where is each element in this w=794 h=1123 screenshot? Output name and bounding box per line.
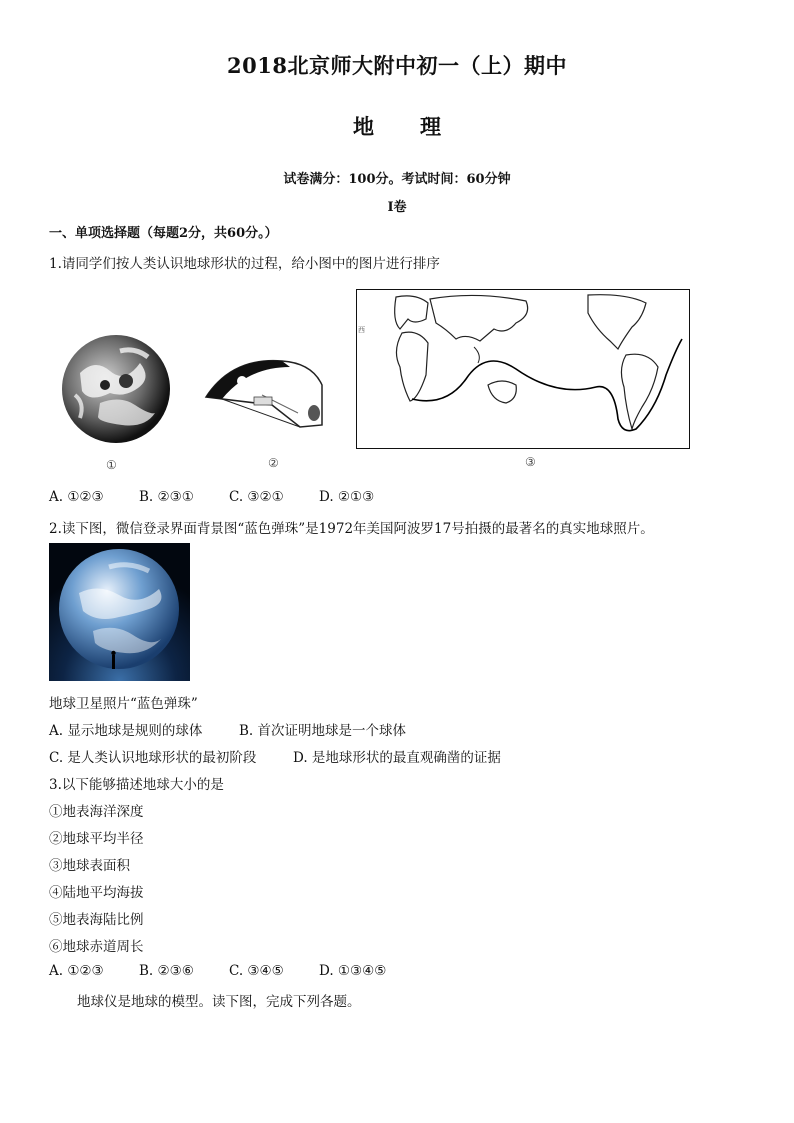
figure-blue-marble xyxy=(49,543,190,681)
q3-option-b[interactable]: B. ②③⑥ xyxy=(139,963,194,979)
figure-world-map xyxy=(356,289,690,449)
q2-options-row2 xyxy=(49,746,501,766)
q2-stem: 2.读下图，微信登录界面背景图“蓝色弹珠”是1972年美国阿波罗17号拍摄的最著名的真实地球照片。 xyxy=(49,521,654,537)
svg-text:★: ★ xyxy=(268,368,274,375)
volume-label: I卷 xyxy=(387,200,407,215)
exam-info: 试卷满分：100分。考试时间：60分钟 xyxy=(283,172,511,187)
figure-label-3: ③ xyxy=(525,455,536,469)
q2-options-row1 xyxy=(49,719,406,739)
q3-option-a[interactable]: A. ①②③ xyxy=(49,963,104,979)
q2-option-b[interactable]: B. 首次证明地球是一个球体 xyxy=(239,723,407,739)
q1-stem: 1.请同学们按人类认识地球形状的过程，给小图中的图片进行排序 xyxy=(49,256,440,272)
page-title: 2018北京师大附中初一（上）期中 xyxy=(227,53,567,78)
q3-item-3: ③地球表面积 xyxy=(49,858,130,874)
subject-heading xyxy=(0,111,794,141)
subject-char-1: 地 xyxy=(353,114,374,139)
svg-text:西: 西 xyxy=(358,326,365,334)
q1-option-d[interactable]: D. ②①③ xyxy=(319,489,375,505)
figure-earth-sphere xyxy=(60,333,172,445)
figure-sky-dome xyxy=(202,355,328,433)
q1-options xyxy=(49,489,374,505)
q3-options xyxy=(49,963,386,979)
section-heading: 一、单项选择题（每题2分，共60分。） xyxy=(49,226,278,241)
q3-item-6: ⑥地球赤道周长 xyxy=(49,939,144,955)
q3-item-2: ②地球平均半径 xyxy=(49,831,144,847)
q2-option-a[interactable]: A. 显示地球是规则的球体 xyxy=(49,723,203,739)
q3-option-d[interactable]: D. ①③④⑤ xyxy=(319,963,387,979)
figure-label-1: ① xyxy=(106,458,117,472)
q1-option-c[interactable]: C. ③②① xyxy=(229,489,284,505)
figure-label-2: ② xyxy=(268,456,279,470)
q3-item-1: ①地表海洋深度 xyxy=(49,804,144,820)
q2-option-c[interactable]: C. 是人类认识地球形状的最初阶段 xyxy=(49,750,257,766)
q3-stem: 3.以下能够描述地球大小的是 xyxy=(49,777,224,793)
svg-text:★: ★ xyxy=(256,372,264,381)
q3-item-5: ⑤地表海陆比例 xyxy=(49,912,144,928)
q3-item-4: ④陆地平均海拔 xyxy=(49,885,144,901)
subject-char-2: 理 xyxy=(420,114,441,139)
q1-option-a[interactable]: A. ①②③ xyxy=(49,489,104,505)
q2-caption: 地球卫星照片“蓝色弹珠” xyxy=(49,696,198,712)
q1-option-b[interactable]: B. ②③① xyxy=(139,489,194,505)
q3-option-c[interactable]: C. ③④⑤ xyxy=(229,963,284,979)
globe-intro: 地球仪是地球的模型。读下图，完成下列各题。 xyxy=(77,994,361,1010)
q2-option-d[interactable]: D. 是地球形状的最直观确凿的证据 xyxy=(293,750,501,766)
